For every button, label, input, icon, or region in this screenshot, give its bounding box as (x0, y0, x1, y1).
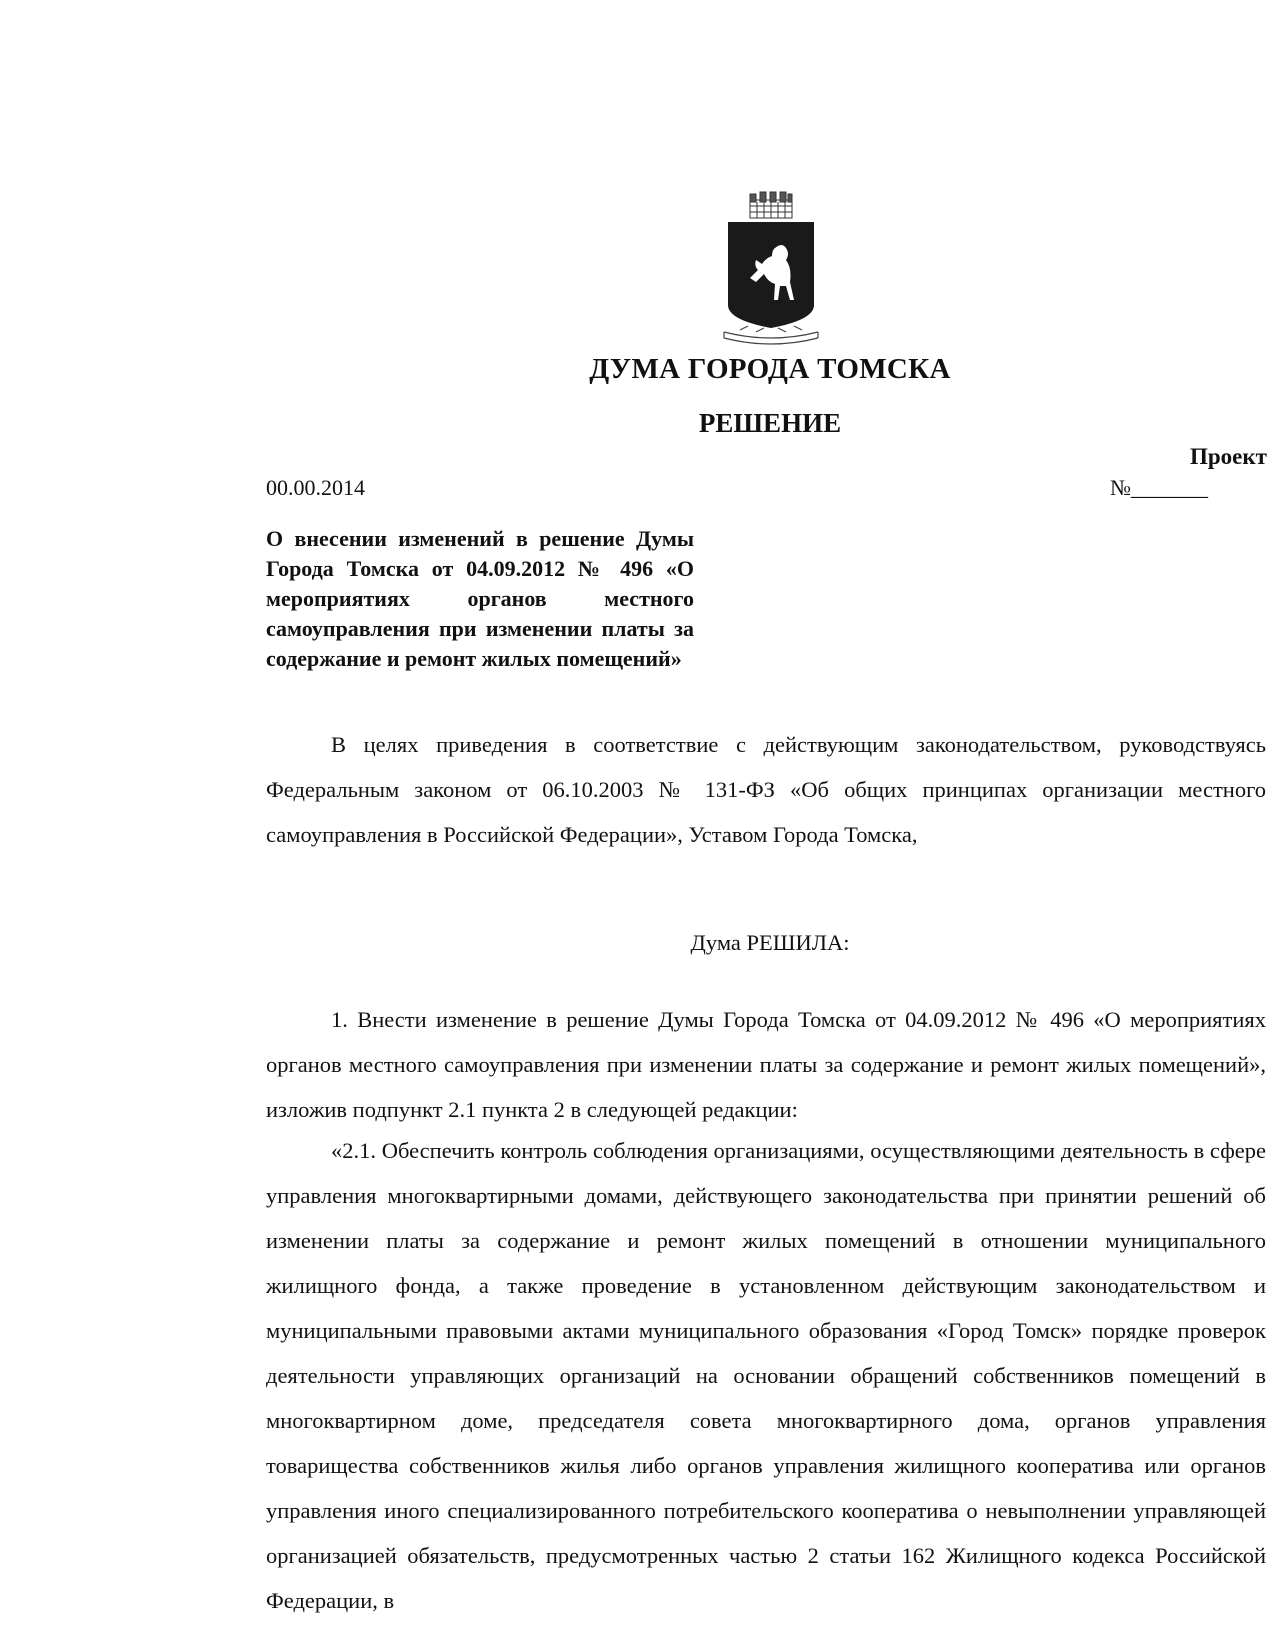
organization-title: ДУМА ГОРОДА ТОМСКА (589, 353, 951, 385)
tomsk-coat-of-arms-icon (720, 190, 822, 350)
document-type: РЕШЕНИЕ (698, 408, 842, 438)
page-bottom-edge (0, 1636, 1275, 1650)
crown-icon (750, 192, 792, 218)
document-number: №_______ (1110, 475, 1208, 500)
item-1-paragraph: 1. Внести изменение в решение Думы Города Томска от 04.09.2012 № 496 «О мероприятиях органов местного самоуправления при изменении платы за содержание и ремонт жилых помещений», изложив подпункт 2.1 пункта 2 в следующей редакции: (266, 1007, 1266, 1122)
resolved-heading: Дума РЕШИЛА: (690, 930, 850, 955)
item-2-1-paragraph: «2.1. Обеспечить контроль соблюдения организациями, осуществляющими деятельность в сфере управления многоквартирными домами, действующего законодательства при принятии решений об изменении платы за содержание и ремонт жилых помещений в отношении муниципального жилищного фонда, а также проведение в установленном действующим законодательством и муниципальными правовыми актами муниципального образования «Город Томск» порядке проверок деятельности управляющих организаций на основании обращений собственников помещений в многоквартирном доме, председателя совета многоквартирного дома, органов управления товарищества собственников жилья либо органов управления жилищного кооператива или органов управления иного специализированного потребительского кооператива о невыполнении управляющей организацией обязательств, предусмотренных частью 2 статьи 162 Жилищного кодекса Российской Федерации, в (266, 1138, 1266, 1613)
document-date: 00.00.2014 (266, 475, 365, 500)
preamble-paragraph: В целях приведения в соответствие с действующим законодательством, руководствуясь Федеральным законом от 06.10.2003 № 131-ФЗ «Об общих принципах организации местного самоуправления в Российской Федерации», Уставом Города Томска, (266, 732, 1266, 847)
document-subject: О внесении изменений в решение Думы Города Томска от 04.09.2012 № 496 «О мероприятиях органов местного самоуправления при изменении платы за содержание и ремонт жилых помещений» (266, 526, 694, 671)
draft-mark: Проект (1190, 444, 1267, 469)
ribbon-icon (724, 326, 818, 344)
